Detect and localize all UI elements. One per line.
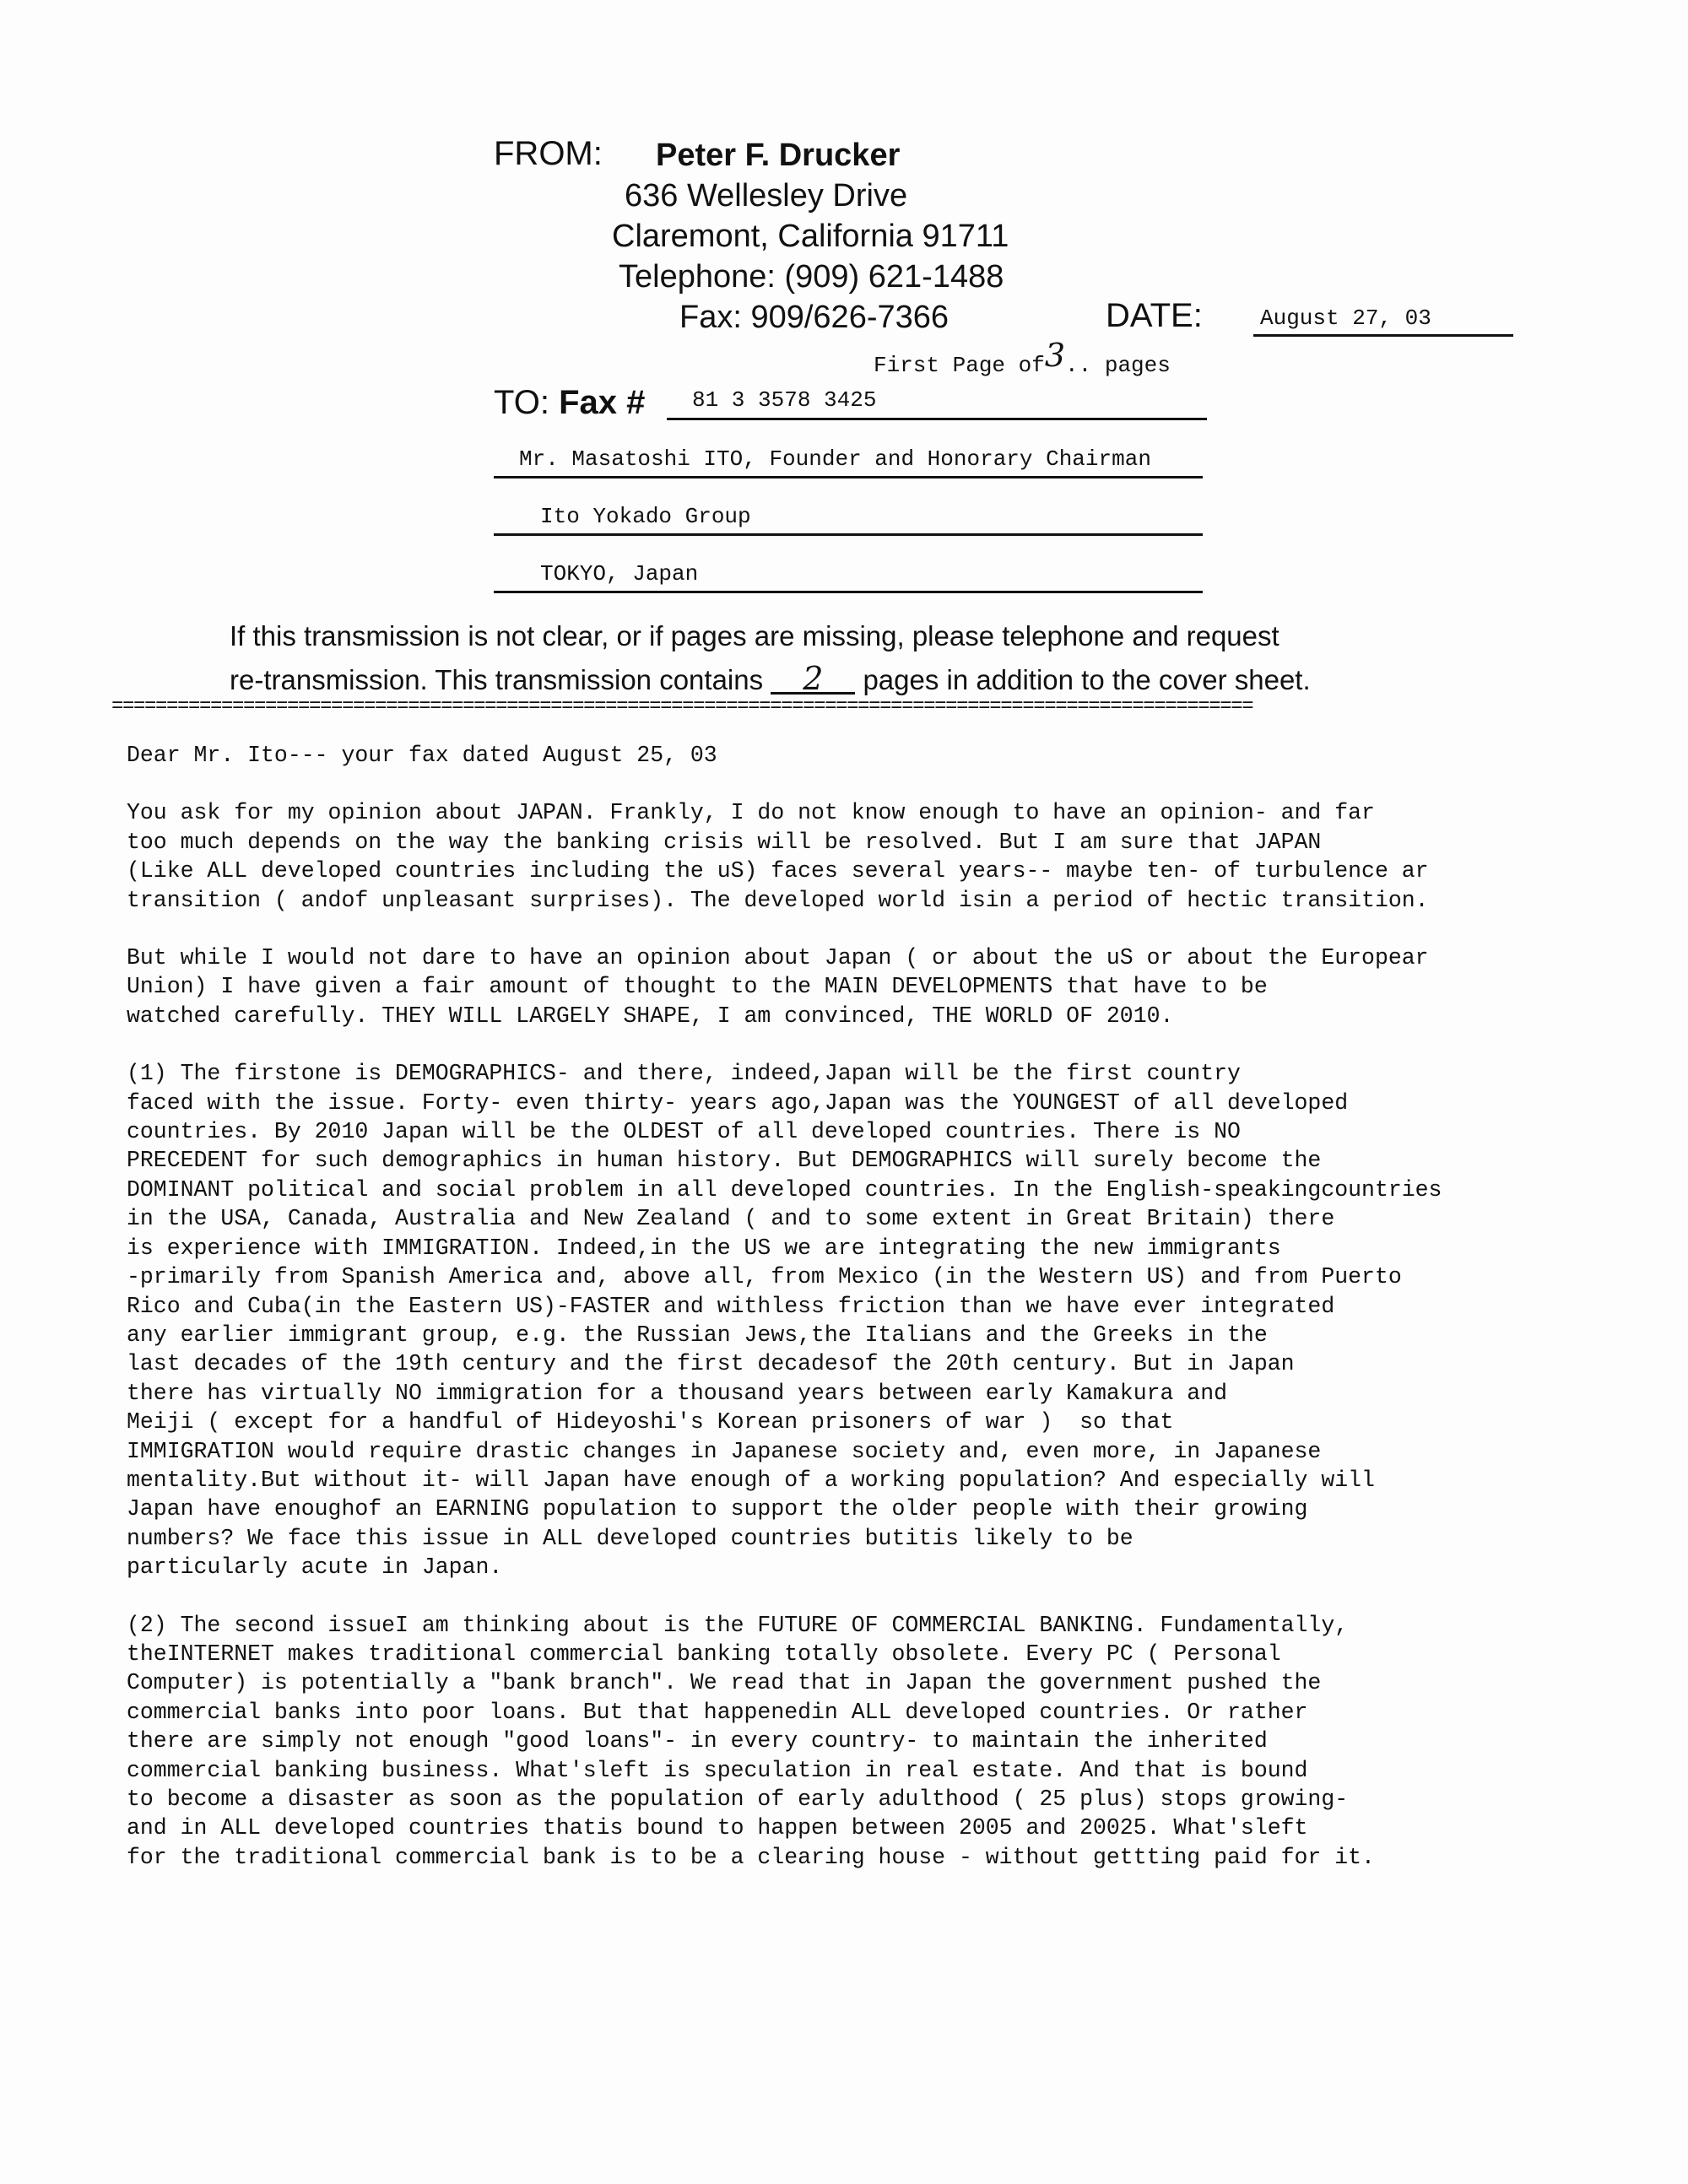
paragraph-line: commercial banking business. What'sleft is speculation in real estate. And that is bound bbox=[127, 1757, 1308, 1783]
page-count bbox=[874, 337, 1171, 379]
paragraph-line: is experience with IMMIGRATION. Indeed,in the US we are integrating the new immigrants bbox=[127, 1235, 1281, 1261]
separator-line: ======================================================================================================== bbox=[111, 697, 1253, 717]
paragraph-line: watched carefully. THEY WILL LARGELY SHAPE, I am convinced, THE WORLD OF 2010. bbox=[127, 1003, 1174, 1029]
sender-address-street: 636 Wellesley Drive bbox=[625, 178, 908, 214]
paragraph-line: to become a disaster as soon as the population of early adulthood ( 25 plus) stops growing- bbox=[127, 1787, 1349, 1812]
paragraph-line: and in ALL developed countries thatis bound to happen between 2005 and 20025. What'sleft bbox=[127, 1815, 1308, 1841]
paragraph-line: theINTERNET makes traditional commercial banking totally obsolete. Every PC ( Personal bbox=[127, 1641, 1281, 1667]
paragraph-line: in the USA, Canada, Australia and New Zealand ( and to some extent in Great Britain) there bbox=[127, 1206, 1335, 1232]
paragraph-2 bbox=[127, 943, 1637, 1030]
recipient-name: Mr. Masatoshi ITO, Founder and Honorary Chairman bbox=[494, 446, 1203, 478]
letter-body bbox=[127, 741, 1637, 1900]
paragraph-line: (Like ALL developed countries including the uS) faces several years-- maybe ten- of turbulence ar bbox=[127, 858, 1429, 884]
notice-line-1: If this transmission is not clear, or if pages are missing, please telephone and request bbox=[230, 620, 1280, 651]
paragraph-line: -primarily from Spanish America and, above all, from Mexico (in the Western US) and from Puerto bbox=[127, 1264, 1402, 1290]
paragraph-line: there are simply not enough "good loans"- in every country- to maintain the inherited bbox=[127, 1728, 1268, 1754]
recipient-company: Ito Yokado Group bbox=[494, 504, 1203, 536]
recipient-location: TOKYO, Japan bbox=[494, 561, 1203, 593]
paragraph-line: last decades of the 19th century and the first decadesof the 20th century. But in Japan bbox=[127, 1351, 1295, 1377]
notice-line-2 bbox=[230, 658, 1546, 702]
paragraph-line: any earlier immigrant group, e.g. the Russian Jews,the Italians and the Greeks in the bbox=[127, 1322, 1268, 1348]
paragraph-line: countries. By 2010 Japan will be the OLDEST of all developed countries. There is NO bbox=[127, 1119, 1241, 1145]
paragraph-line: (1) The firstone is DEMOGRAPHICS- and there, indeed,Japan will be the first country bbox=[127, 1061, 1241, 1087]
paragraph-line: PRECEDENT for such demographics in human history. But DEMOGRAPHICS will surely become the bbox=[127, 1148, 1322, 1174]
page-count-handwritten: 3 bbox=[1044, 337, 1066, 374]
sender-fax: Fax: 909/626-7366 bbox=[679, 300, 950, 335]
paragraph-line: You ask for my opinion about JAPAN. Frankly, I do not know enough to have an opinion- and far bbox=[127, 800, 1375, 826]
notice-line-2-after: pages in addition to the cover sheet. bbox=[855, 664, 1311, 695]
salutation: Dear Mr. Ito--- your fax dated August 25, 03 bbox=[127, 743, 717, 768]
paragraph-line: particularly acute in Japan. bbox=[127, 1554, 503, 1581]
paragraph-line: faced with the issue. Forty- even thirty- years ago,Japan was the YOUNGEST of all developed bbox=[127, 1089, 1349, 1116]
paragraph-line: too much depends on the way the banking crisis will be resolved. But I am sure that JAPAN bbox=[127, 829, 1322, 855]
page-count-prefix: First Page of bbox=[874, 353, 1045, 378]
paragraph-line: But while I would not dare to have an opinion about Japan ( or about the uS or about the Europear bbox=[127, 945, 1429, 971]
paragraph-line: commercial banks into poor loans. But that happenedin ALL developed countries. Or rather bbox=[127, 1699, 1308, 1725]
paragraph-line: Computer) is potentially a "bank branch". We read that in Japan the government pushed the bbox=[127, 1670, 1322, 1696]
recipient-fax-number: 81 3 3578 3425 bbox=[667, 387, 1207, 420]
page-count-suffix: .. pages bbox=[1065, 353, 1171, 378]
paragraph-3 bbox=[127, 1059, 1637, 1581]
sender-telephone: Telephone: (909) 621-1488 bbox=[619, 259, 1004, 295]
paragraph-line: transition ( andof unpleasant surprises). The developed world isin a period of hectic transition. bbox=[127, 887, 1429, 913]
date-label: DATE: bbox=[1106, 297, 1203, 334]
paragraph-line: Meiji ( except for a handful of Hideyoshi's Korean prisoners of war ) so that bbox=[127, 1409, 1174, 1435]
date-value: August 27, 03 bbox=[1253, 305, 1513, 337]
paragraph-line: (2) The second issueI am thinking about is the FUTURE OF COMMERCIAL BANKING. Fundamentally, bbox=[127, 1612, 1349, 1638]
paragraph-line: there has virtually NO immigration for a thousand years between early Kamakura and bbox=[127, 1380, 1228, 1406]
from-label: FROM: bbox=[494, 135, 603, 172]
paragraph-line: numbers? We face this issue in ALL developed countries butitis likely to be bbox=[127, 1525, 1133, 1551]
paragraph-line: mentality.But without it- will Japan have enough of a working population? And especially will bbox=[127, 1467, 1375, 1493]
paragraph-line: Union) I have given a fair amount of thought to the MAIN DEVELOPMENTS that have to be bbox=[127, 974, 1268, 1000]
to-label bbox=[494, 384, 645, 422]
transmission-notice bbox=[230, 614, 1546, 702]
paragraph-1 bbox=[127, 798, 1637, 915]
paragraph-line: Rico and Cuba(in the Eastern US)-FASTER and withless friction than we have ever integrated bbox=[127, 1293, 1335, 1319]
fax-label: Fax # bbox=[559, 384, 646, 421]
sender-address-city: Claremont, California 91711 bbox=[612, 219, 1009, 254]
paragraph-line: Japan have enoughof an EARNING population to support the older people with their growing bbox=[127, 1496, 1308, 1522]
sender-block bbox=[612, 135, 1009, 338]
to-label-text: TO: bbox=[494, 384, 549, 421]
paragraph-line: for the traditional commercial bank is to be a clearing house - without gettting paid for it. bbox=[127, 1844, 1375, 1870]
notice-pages-handwritten: 2 bbox=[771, 665, 855, 695]
paragraph-line: IMMIGRATION would require drastic changes in Japanese society and, even more, in Japanese bbox=[127, 1438, 1322, 1464]
paragraph-4 bbox=[127, 1611, 1637, 1873]
sender-name: Peter F. Drucker bbox=[656, 138, 901, 173]
notice-line-2-before: re-transmission. This transmission contains bbox=[230, 664, 771, 695]
paragraph-line: DOMINANT political and social problem in all developed countries. In the English-speakingcountries bbox=[127, 1176, 1442, 1203]
